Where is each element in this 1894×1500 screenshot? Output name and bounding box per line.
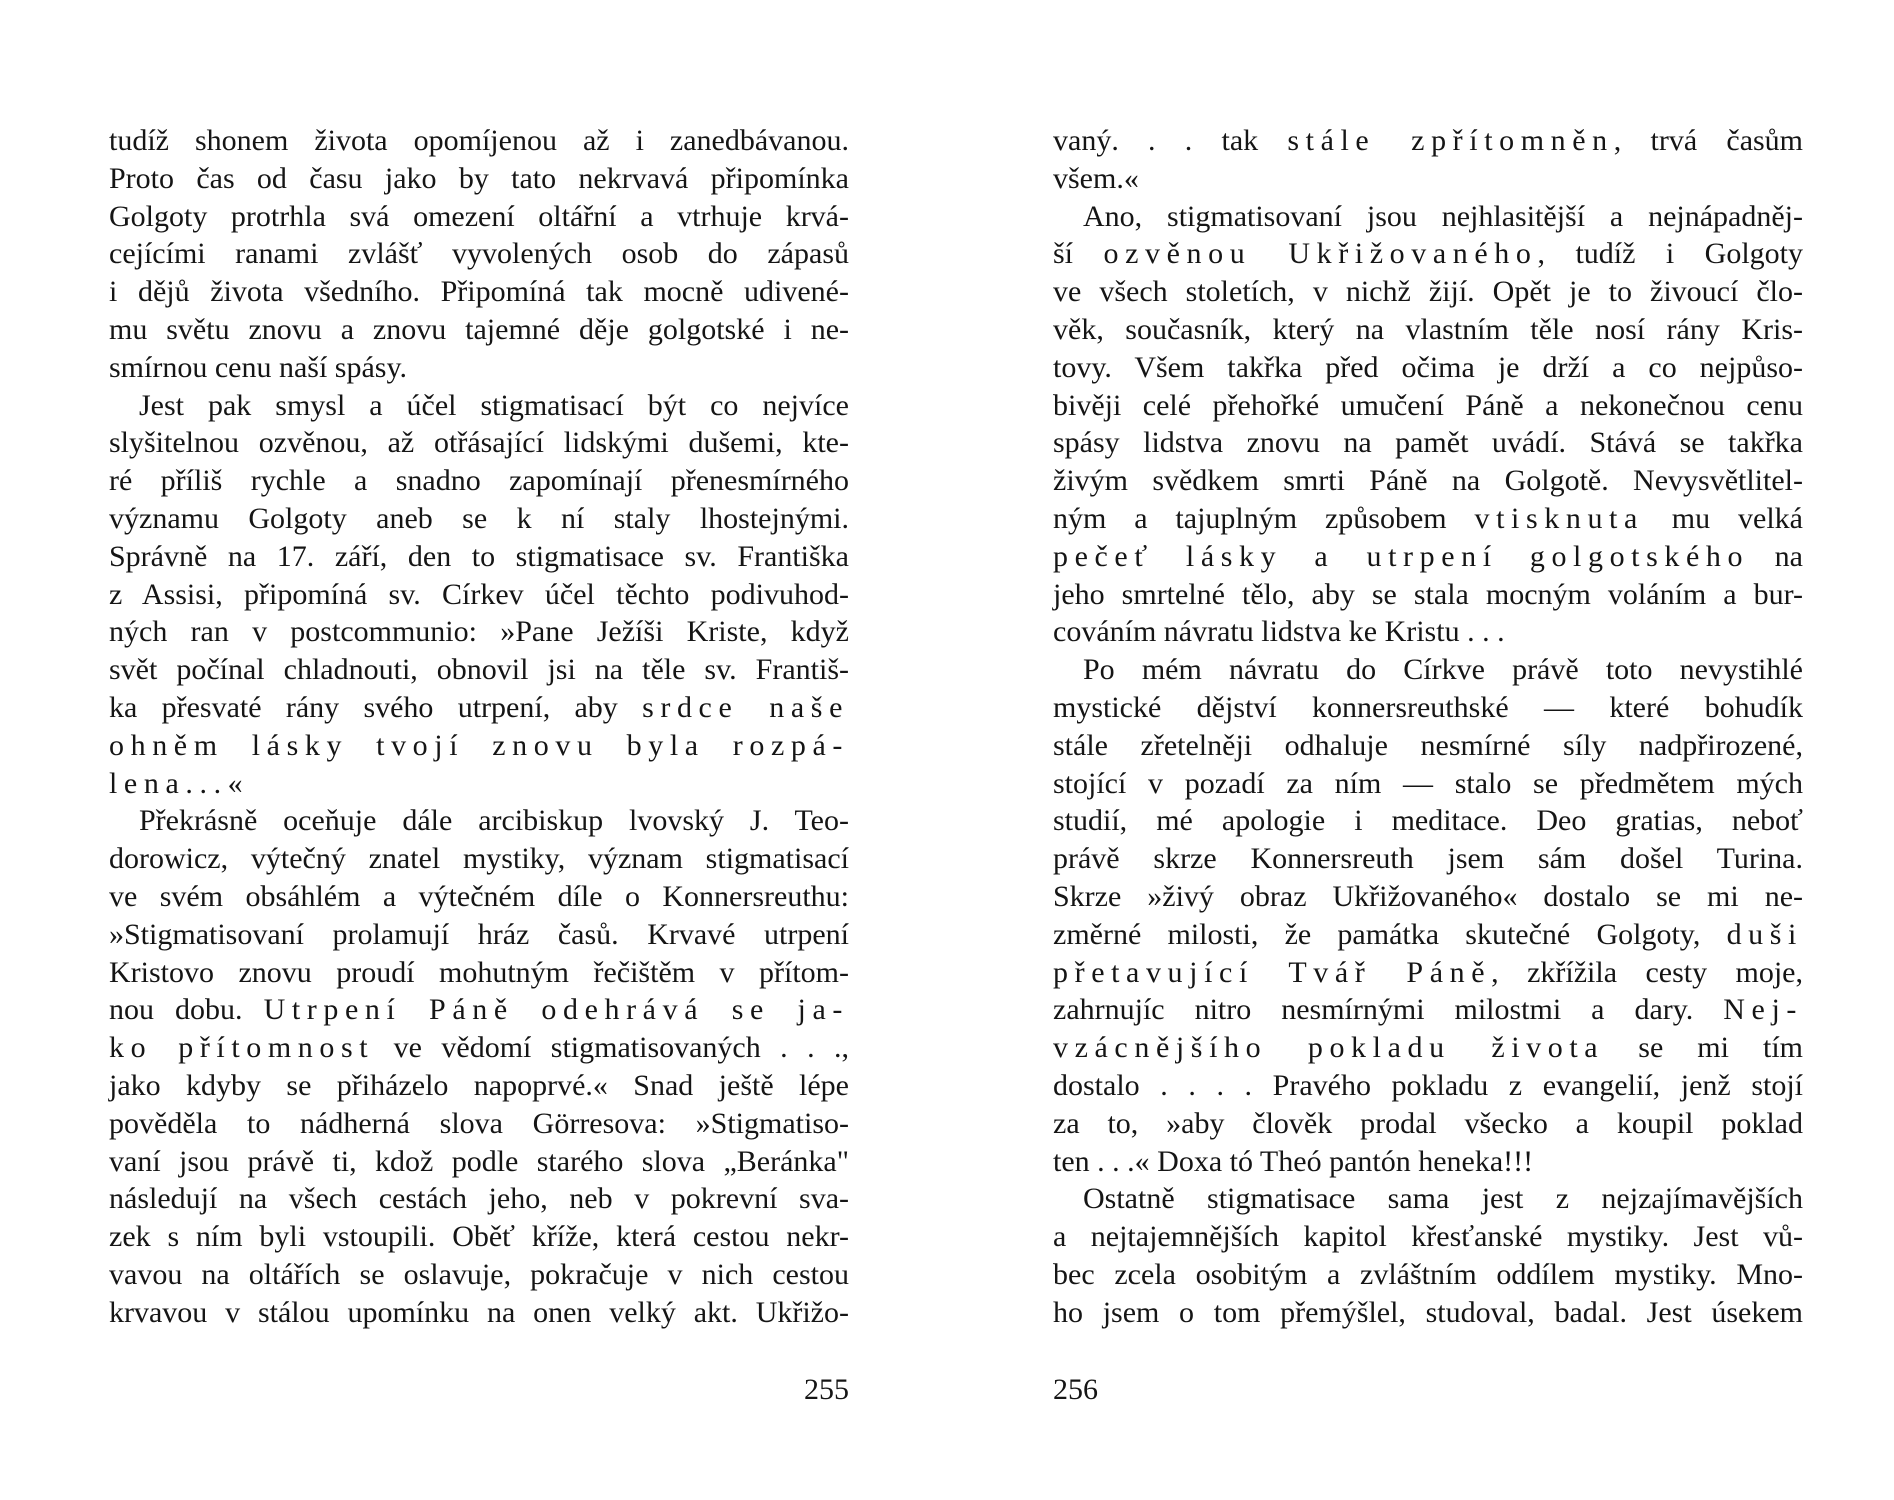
text-line bbox=[1053, 916, 1803, 954]
emphasized-spaced-text: duši bbox=[1726, 917, 1803, 951]
text-line bbox=[109, 424, 849, 462]
text-run: Proto čas od času jako by tato nekrvavá připomínka bbox=[109, 161, 849, 195]
text-line bbox=[109, 689, 849, 727]
text-line bbox=[109, 387, 849, 425]
text-run: , zkřížila cesty moje, bbox=[1491, 955, 1803, 989]
emphasized-spaced-text: lena...« bbox=[109, 766, 250, 800]
text-line bbox=[109, 576, 849, 614]
text-line bbox=[1053, 1067, 1803, 1105]
emphasized-spaced-text: stále zpřítomněn bbox=[1287, 124, 1614, 157]
text-line bbox=[1053, 311, 1803, 349]
text-run: studií, mé apologie i meditace. Deo gratias, neboť bbox=[1053, 804, 1803, 838]
text-run: krvavou v stálou upomínku na onen velký akt. Ukřižo- bbox=[109, 1295, 849, 1329]
text-run: vaní jsou právě ti, kdož podle starého slova „Beránka" bbox=[109, 1144, 849, 1178]
text-run: vaný. . . tak bbox=[1053, 124, 1288, 157]
text-line bbox=[1053, 500, 1803, 538]
text-line bbox=[109, 198, 849, 236]
text-line bbox=[1053, 1105, 1803, 1143]
text-run: nou dobu. bbox=[109, 993, 264, 1027]
text-line bbox=[109, 1105, 849, 1143]
text-line bbox=[1053, 1143, 1803, 1181]
text-run: dostalo . . . . Pravého pokladu z evangelií, jenž stojí bbox=[1053, 1068, 1803, 1102]
text-run: zek s ním byli vstoupili. Oběť kříže, která cestou nekr- bbox=[109, 1220, 849, 1254]
text-line bbox=[109, 991, 849, 1029]
text-run: na bbox=[1749, 539, 1803, 573]
text-line bbox=[109, 878, 849, 916]
text-line bbox=[109, 727, 849, 765]
emphasized-spaced-text: ohněm lásky tvojí znovu byla rozpá- bbox=[109, 728, 849, 762]
text-line bbox=[1053, 878, 1803, 916]
text-run: se mi tím bbox=[1604, 1031, 1803, 1065]
text-line bbox=[1053, 651, 1803, 689]
text-run: Ostatně stigmatisace sama jest z nejzajímavějších bbox=[1083, 1182, 1803, 1216]
text-run: změrné milosti, že památka skutečné Golgoty, bbox=[1053, 917, 1727, 951]
text-run: ší bbox=[1053, 237, 1104, 271]
text-run: , trvá časům bbox=[1613, 124, 1804, 157]
text-line bbox=[1053, 122, 1803, 160]
text-run: bivěji celé přehořké umučení Páně a nekonečnou cenu bbox=[1053, 388, 1803, 422]
text-line bbox=[1053, 538, 1803, 576]
text-run: jeho smrtelné tělo, aby se stala mocným voláním a bur- bbox=[1053, 577, 1803, 611]
emphasized-spaced-text: ozvěnou Ukřižovaného bbox=[1103, 237, 1538, 271]
text-run: Správně na 17. září, den to stigmatisace sv. Františka bbox=[109, 539, 849, 573]
emphasized-spaced-text: ko přítomnost bbox=[109, 1031, 375, 1065]
text-line bbox=[1053, 954, 1803, 992]
text-run: za to, »aby člověk prodal všecko a koupil poklad bbox=[1053, 1106, 1803, 1140]
text-line bbox=[1053, 1256, 1803, 1294]
text-line bbox=[109, 122, 849, 160]
text-run: Překrásně oceňuje dále arcibiskup lvovský J. Teo- bbox=[139, 804, 849, 838]
text-run: živým svědkem smrti Páně na Golgotě. Nevysvětlitel- bbox=[1053, 464, 1803, 498]
text-line bbox=[1053, 765, 1803, 803]
text-line bbox=[109, 160, 849, 198]
text-run: mystické dějství konnersreuthské — které bohudík bbox=[1053, 690, 1803, 724]
right-page-text bbox=[1053, 122, 1803, 1332]
text-line bbox=[1053, 727, 1803, 765]
text-run: Ano, stigmatisovaní jsou nejhlasitější a nejnápadněj- bbox=[1083, 199, 1803, 233]
text-run: následují na všech cestách jeho, neb v pokrevní sva- bbox=[109, 1182, 849, 1216]
text-line bbox=[109, 840, 849, 878]
text-line bbox=[109, 273, 849, 311]
text-line bbox=[109, 1294, 849, 1332]
text-line bbox=[109, 462, 849, 500]
text-run: Jest pak smysl a účel stigmatisací být co nejvíce bbox=[139, 388, 849, 422]
text-run: mu světu znovu a znovu tajemné děje golgotské i ne- bbox=[109, 312, 849, 346]
emphasized-spaced-text: srdce naše bbox=[642, 690, 849, 724]
text-run: věk, současník, který na vlastním těle nosí rány Kris- bbox=[1053, 312, 1803, 346]
text-line bbox=[1053, 802, 1803, 840]
text-line bbox=[1053, 349, 1803, 387]
text-line bbox=[1053, 1029, 1803, 1067]
text-run: stojící v pozadí za ním — stalo se předmětem mých bbox=[1053, 766, 1803, 800]
text-run: a nejtajemnějších kapitol křesťanské mystiky. Jest vů- bbox=[1053, 1220, 1803, 1254]
text-line bbox=[1053, 576, 1803, 614]
page-number-left: 255 bbox=[804, 1373, 849, 1406]
text-line bbox=[109, 349, 849, 387]
text-run: ho jsem o tom přemýšlel, studoval, badal. Jest úsekem bbox=[1053, 1295, 1803, 1329]
text-run: mu velká bbox=[1643, 501, 1803, 535]
text-run: pověděla to nádherná slova Görresova: »Stigmatiso- bbox=[109, 1106, 849, 1140]
text-run: cejícími ranami zvlášť vyvolených osob do zápasů bbox=[109, 237, 849, 271]
left-page-text bbox=[109, 122, 849, 1332]
page-number-right: 256 bbox=[1053, 1373, 1098, 1406]
emphasized-spaced-text: vtisknuta bbox=[1474, 501, 1644, 535]
text-line bbox=[1053, 1180, 1803, 1218]
text-run: ve svém obsáhlém a výtečném díle o Konnersreuthu: bbox=[109, 879, 849, 913]
text-line bbox=[109, 1180, 849, 1218]
emphasized-spaced-text: Utrpení Páně odehrává se ja- bbox=[263, 993, 850, 1027]
text-run: ré příliš rychle a snadno zapomínají přenesmírného bbox=[109, 464, 849, 498]
text-run: Skrze »živý obraz Ukřižovaného« dostalo se mi ne- bbox=[1053, 879, 1803, 913]
text-line bbox=[1053, 273, 1803, 311]
text-run: bec zcela osobitým a zvláštním oddílem mystiky. Mno- bbox=[1053, 1257, 1803, 1291]
text-line bbox=[1053, 462, 1803, 500]
text-line bbox=[109, 954, 849, 992]
text-run: ve vědomí stigmatisovaných . . ., bbox=[374, 1031, 849, 1065]
text-line bbox=[1053, 198, 1803, 236]
text-line bbox=[1053, 840, 1803, 878]
text-run: právě skrze Konnersreuth jsem sám došel Turina. bbox=[1053, 842, 1803, 876]
text-line bbox=[109, 613, 849, 651]
text-line bbox=[109, 1029, 849, 1067]
text-run: »Stigmatisovaní prolamují hráz časů. Krvavé utrpení bbox=[109, 917, 849, 951]
text-run: jako kdyby se přiházelo napoprvé.« Snad ještě lépe bbox=[109, 1068, 849, 1102]
text-run: ným a tajuplným způsobem bbox=[1053, 501, 1475, 535]
text-line bbox=[1053, 235, 1803, 273]
text-run: dorowicz, výtečný znatel mystiky, význam stigmatisací bbox=[109, 842, 849, 876]
text-run: , tudíž i Golgoty bbox=[1537, 237, 1804, 271]
text-run: zahrnujíc nitro nesmírnými milostmi a dary. bbox=[1053, 993, 1724, 1027]
text-run: slyšitelnou ozvěnou, až otřásající lidskými dušemi, kte- bbox=[109, 426, 849, 460]
text-run: z Assisi, připomíná sv. Církev účel těchto podivuhod- bbox=[109, 577, 849, 611]
text-run: smírnou cenu naší spásy. bbox=[109, 350, 408, 384]
text-run: stále zřetelněji odhaluje nesmírné síly nadpřirozené, bbox=[1053, 728, 1803, 762]
text-line bbox=[109, 765, 849, 803]
text-line bbox=[1053, 991, 1803, 1029]
text-run: ných ran v postcommunio: »Pane Ježíši Kriste, když bbox=[109, 615, 849, 649]
text-run: tudíž shonem života opomíjenou až i zanedbávanou. bbox=[109, 124, 849, 157]
text-line bbox=[1053, 1218, 1803, 1256]
text-run: vavou na oltářích se oslavuje, pokračuje v nich cestou bbox=[109, 1257, 849, 1291]
text-line bbox=[109, 538, 849, 576]
text-line bbox=[109, 651, 849, 689]
text-line bbox=[109, 1218, 849, 1256]
text-run: Po mém návratu do Církve právě toto nevystihlé bbox=[1083, 653, 1803, 687]
text-run: tovy. Všem takřka před očima je drží a co nejpůso- bbox=[1053, 350, 1803, 384]
emphasized-spaced-text: pečeť lásky a utrpení golgotského bbox=[1053, 539, 1750, 573]
text-line bbox=[1053, 1294, 1803, 1332]
text-line bbox=[109, 802, 849, 840]
text-run: Golgoty protrhla svá omezení oltářní a vtrhuje krvá- bbox=[109, 199, 849, 233]
text-run: i dějů života všedního. Připomíná tak mocně udivené- bbox=[109, 275, 849, 309]
text-line bbox=[109, 916, 849, 954]
text-run: ka přesvaté rány svého utrpení, aby bbox=[109, 690, 643, 724]
text-line bbox=[109, 1143, 849, 1181]
emphasized-spaced-text: vzácnějšího pokladu života bbox=[1053, 1031, 1605, 1065]
text-line bbox=[1053, 613, 1803, 651]
text-line bbox=[1053, 387, 1803, 425]
text-run: spásy lidstva znovu na pamět uvádí. Stává se takřka bbox=[1053, 426, 1803, 460]
text-line bbox=[109, 1256, 849, 1294]
text-run: Kristovo znovu proudí mohutným řečištěm v přítom- bbox=[109, 955, 849, 989]
text-run: svět počínal chladnouti, obnovil jsi na těle sv. Františ- bbox=[109, 653, 849, 687]
emphasized-spaced-text: přetavující Tvář Páně bbox=[1053, 955, 1492, 989]
text-line bbox=[1053, 160, 1803, 198]
text-line bbox=[109, 500, 849, 538]
text-run: ve všech stoletích, v nichž žijí. Opět je to živoucí člo- bbox=[1053, 275, 1803, 309]
text-run: všem.« bbox=[1053, 161, 1139, 195]
emphasized-spaced-text: Nej- bbox=[1723, 993, 1803, 1027]
text-run: cováním návratu lidstva ke Kristu . . . bbox=[1053, 615, 1505, 649]
text-line bbox=[1053, 424, 1803, 462]
text-line bbox=[109, 235, 849, 273]
text-run: významu Golgoty aneb se k ní staly lhostejnými. bbox=[109, 501, 849, 535]
text-line bbox=[109, 311, 849, 349]
text-line bbox=[1053, 689, 1803, 727]
text-run: ten . . .« Doxa tó Theó pantón heneka!!! bbox=[1053, 1144, 1534, 1178]
text-line bbox=[109, 1067, 849, 1105]
